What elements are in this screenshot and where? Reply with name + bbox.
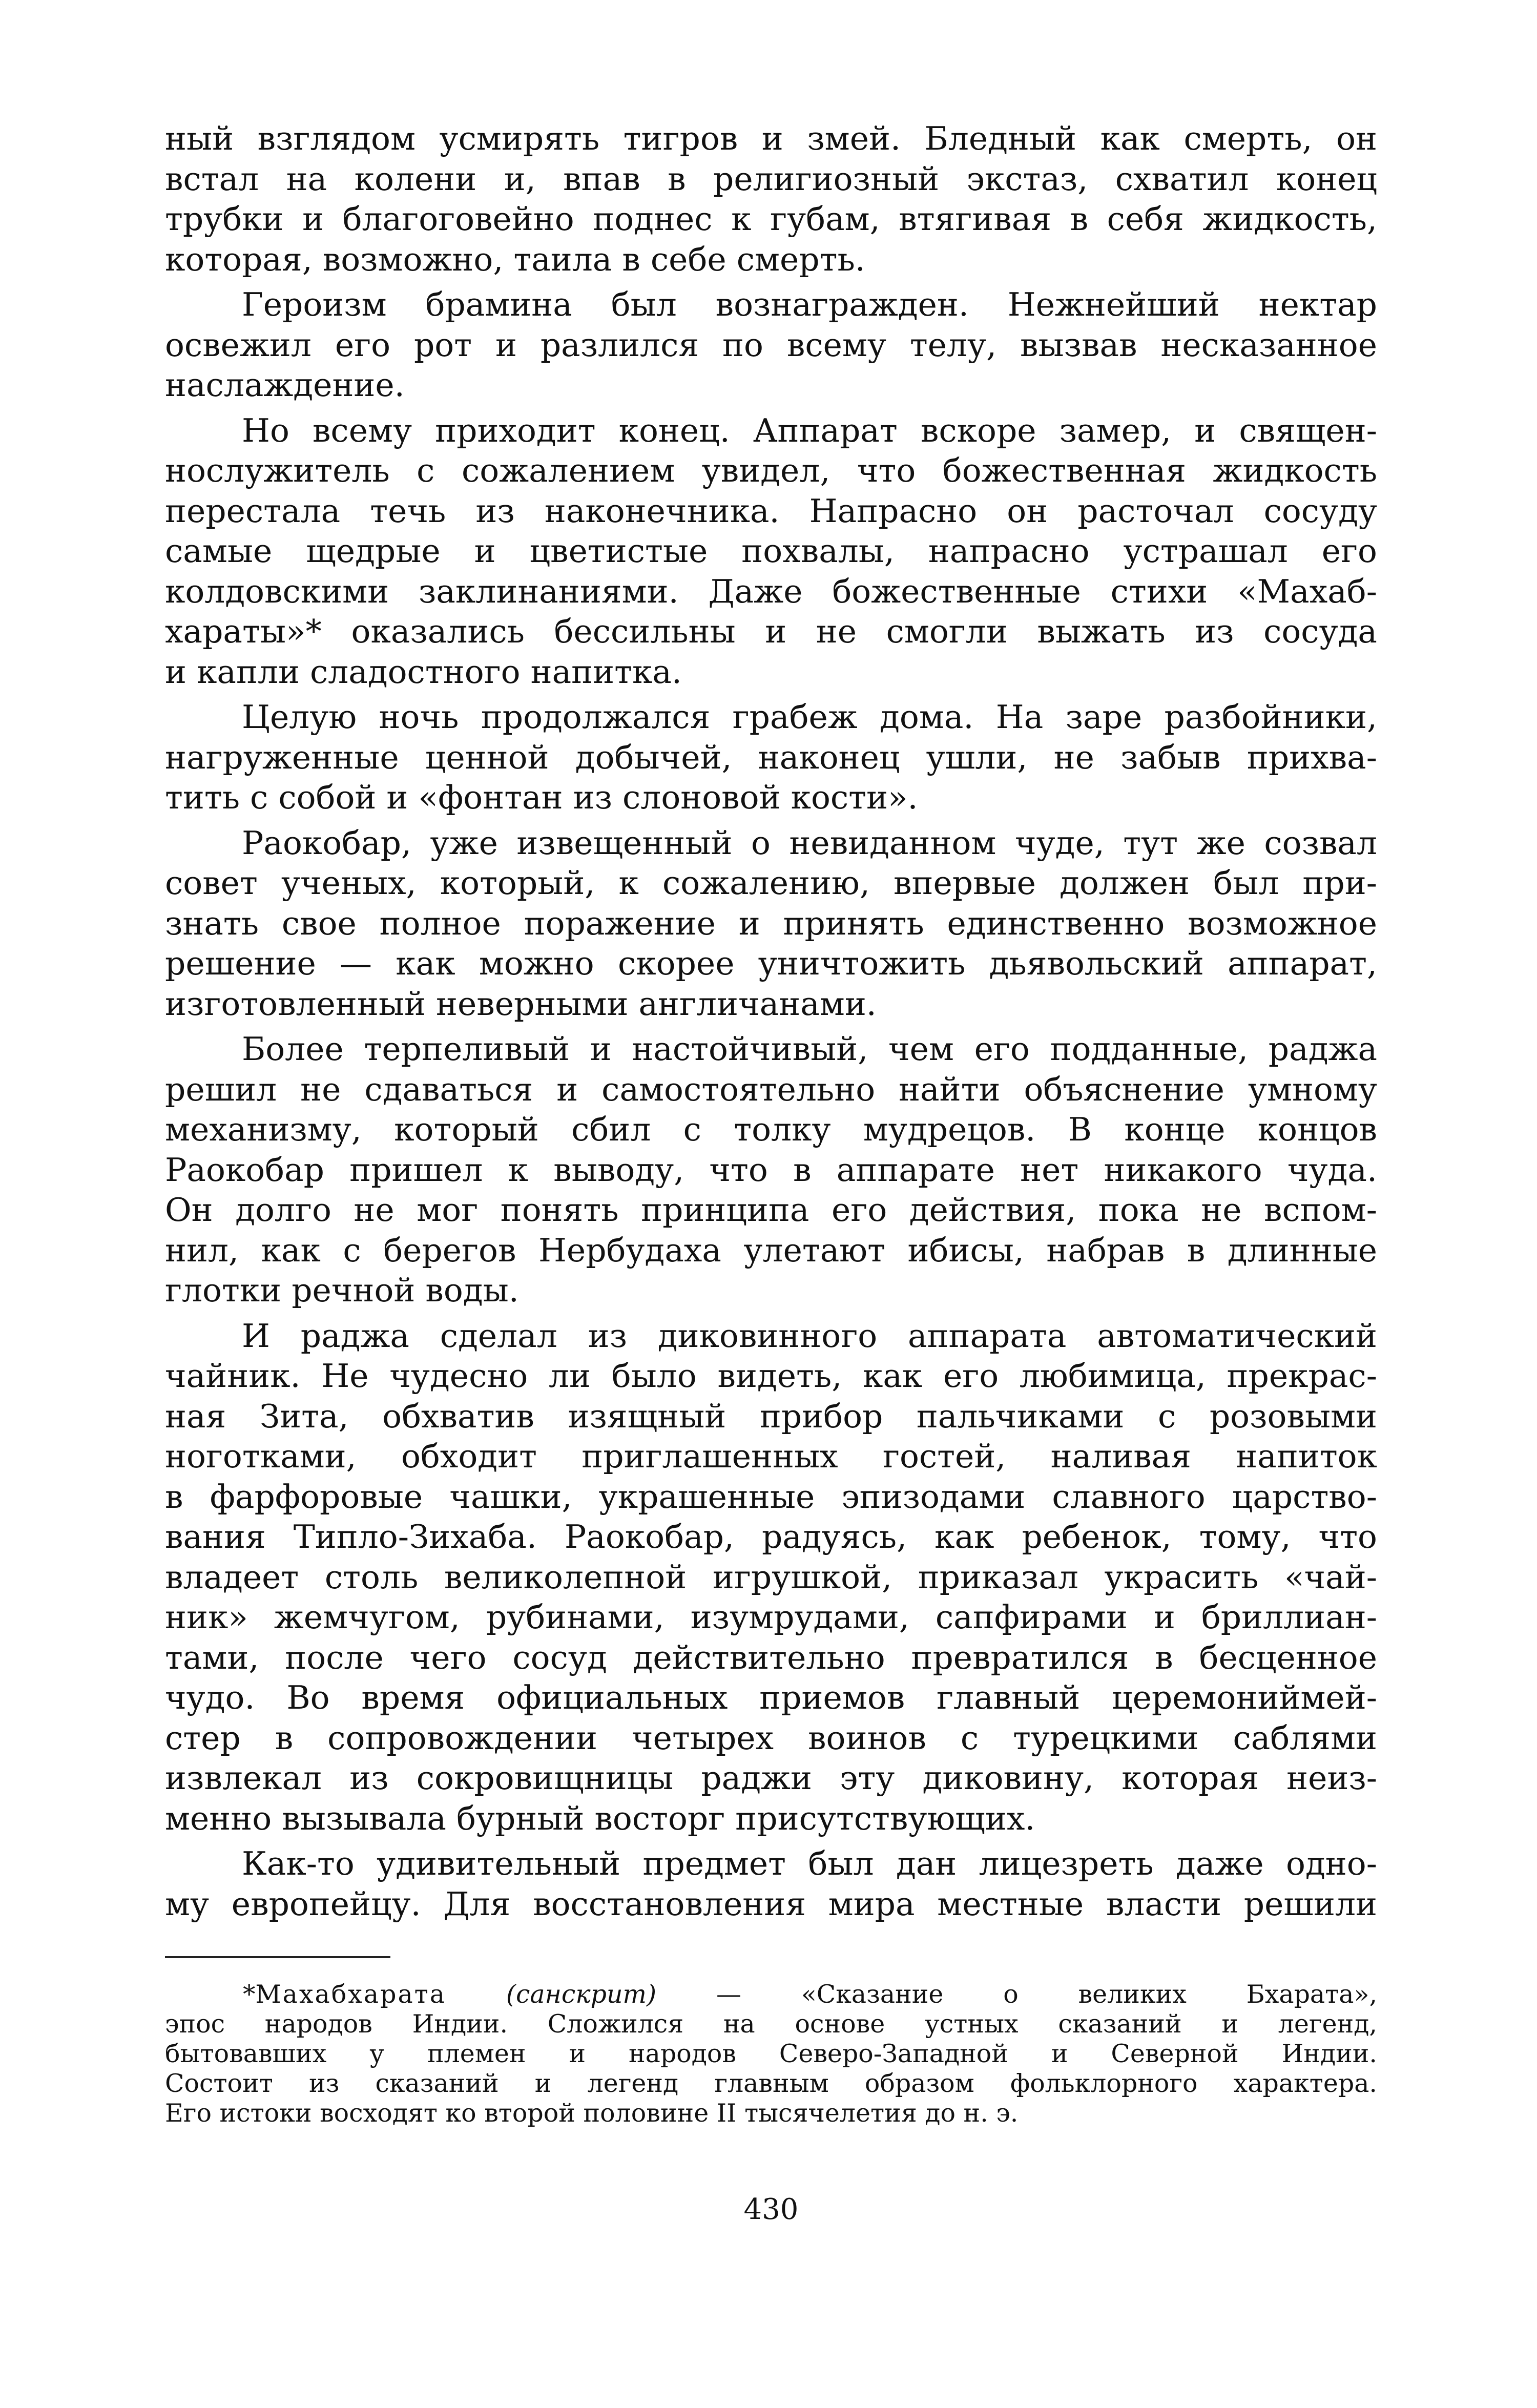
text-line: знать свое полное поражение и принять единственно возможное: [165, 904, 1377, 942]
text-line: ник» жемчугом, рубинами, изумрудами, сапфирами и бриллиан-: [165, 1599, 1377, 1636]
text-line: нагруженные ценной добычей, наконец ушли, не забыв прихва-: [165, 738, 1377, 776]
text-line: и капли сладостного напитка.: [165, 653, 682, 691]
text-line: трубки и благоговейно поднес к губам, втягивая в себя жидкость,: [165, 200, 1377, 238]
text-line: которая, возможно, таила в себе смерть.: [165, 240, 865, 278]
paragraph-2: [165, 285, 1377, 406]
text-line: ный взглядом усмирять тигров и змей. Бледный как смерть, он: [165, 120, 1377, 157]
text-line: перестала течь из наконечника. Напрасно он расточал сосуду: [165, 492, 1377, 530]
footnote-definition: — «Сказание о великих Бхарата»,: [716, 1980, 1378, 2009]
paragraph-3: [165, 411, 1377, 693]
text-line: наслаждение.: [165, 366, 405, 404]
paragraph-8: [165, 1844, 1377, 1924]
main-text: [165, 119, 1377, 1924]
footnote-first-line: [165, 1980, 1377, 2009]
text-line: встал на колени и, впав в религиозный экстаз, схватил конец: [165, 160, 1377, 198]
text-line: изготовленный неверными англичанами.: [165, 985, 877, 1023]
text-line: Раокобар пришел к выводу, что в аппарате нет никакого чуда.: [165, 1151, 1377, 1189]
text-line: колдовскими заклинаниями. Даже божественные стихи «Махаб-: [165, 572, 1377, 610]
footnote-line: Состоит из сказаний и легенд главным образом фольклорного характера.: [165, 2069, 1377, 2098]
text-line: тить с собой и «фонтан из слоновой кости».: [165, 779, 918, 816]
text-line: ноготками, обходит приглашенных гостей, наливая напиток: [165, 1438, 1377, 1475]
text-line: глотки речной воды.: [165, 1272, 519, 1309]
text-line: извлекал из сокровищницы раджи эту диковину, которая неиз-: [165, 1759, 1377, 1797]
text-line: му европейцу. Для восстановления мира местные власти решили: [165, 1885, 1377, 1923]
footnote-line: Его истоки восходят ко второй половине II тысячелетия до н. э.: [165, 2099, 1019, 2128]
text-line: Он долго не мог понять принципа его действия, пока не вспом-: [165, 1191, 1377, 1229]
text-line: чудо. Во время официальных приемов главный церемониймей-: [165, 1679, 1377, 1716]
text-line: вания Типло-Зихаба. Раокобар, радуясь, как ребенок, тому, что: [165, 1518, 1377, 1555]
page-number: 430: [743, 2193, 799, 2226]
footnote-marker: *: [243, 1980, 256, 2009]
text-line: И раджа сделал из диковинного аппарата автоматический: [242, 1317, 1377, 1355]
paragraph-4: [165, 697, 1377, 818]
text-line: совет ученых, который, к сожалению, впервые должен был при-: [165, 864, 1377, 902]
paragraph-6: [165, 1029, 1377, 1311]
text-line: хараты»* оказались бессильны и не смогли выжать из сосуда: [165, 613, 1377, 650]
text-line: самые щедрые и цветистые похвалы, напрасно устрашал его: [165, 532, 1377, 570]
text-line: Целую ночь продолжался грабеж дома. На заре разбойники,: [242, 698, 1377, 736]
text-line: Более терпеливый и настойчивый, чем его подданные, раджа: [242, 1030, 1377, 1068]
text-line: Но всему приходит конец. Аппарат вскоре замер, и священ-: [242, 411, 1377, 449]
text-line: механизму, который сбил с толку мудрецов. В конце концов: [165, 1111, 1377, 1148]
footnote-language: (санскрит): [506, 1980, 657, 2009]
text-line: в фарфоровые чашки, украшенные эпизодами славного царство-: [165, 1478, 1377, 1516]
paragraph-5: [165, 823, 1377, 1025]
footnote-line: бытовавших у племен и народов Северо-Западной и Северной Индии.: [165, 2039, 1377, 2068]
text-line: менно вызывала бурный восторг присутствующих.: [165, 1799, 1035, 1837]
footnote: [165, 1980, 1377, 2128]
text-line: нил, как с берегов Нербудаха улетают ибисы, набрав в длинные: [165, 1231, 1377, 1269]
footnote-line: эпос народов Индии. Сложился на основе устных сказаний и легенд,: [165, 2009, 1377, 2039]
text-line: владеет столь великолепной игрушкой, приказал украсить «чай-: [165, 1558, 1377, 1596]
text-line: освежил его рот и разлился по всему телу, вызвав несказанное: [165, 326, 1377, 364]
text-line: решение — как можно скорее уничтожить дьявольский аппарат,: [165, 945, 1377, 982]
text-line: стер в сопровождении четырех воинов с турецкими саблями: [165, 1719, 1377, 1757]
text-line: Раокобар, уже извещенный о невиданном чуде, тут же созвал: [242, 824, 1377, 862]
text-line: нослужитель с сожалением увидел, что божественная жидкость: [165, 452, 1377, 489]
text-line: Героизм брамина был вознагражден. Нежнейший нектар: [242, 286, 1377, 323]
text-line: ная Зита, обхватив изящный прибор пальчиками с розовыми: [165, 1397, 1377, 1435]
footnote-term: Махабхарата: [255, 1980, 446, 2009]
text-line: чайник. Не чудесно ли было видеть, как его любимица, прекрас-: [165, 1357, 1377, 1395]
page-content: [165, 119, 1378, 2226]
footnote-divider: [165, 1956, 390, 1958]
paragraph-7: [165, 1316, 1377, 1839]
paragraph-1: [165, 119, 1377, 280]
text-line: Как-то удивительный предмет был дан лицезреть даже одно-: [242, 1845, 1377, 1882]
text-line: тами, после чего сосуд действительно превратился в бесценное: [165, 1638, 1377, 1676]
text-line: решил не сдаваться и самостоятельно найти объяснение умному: [165, 1070, 1377, 1108]
